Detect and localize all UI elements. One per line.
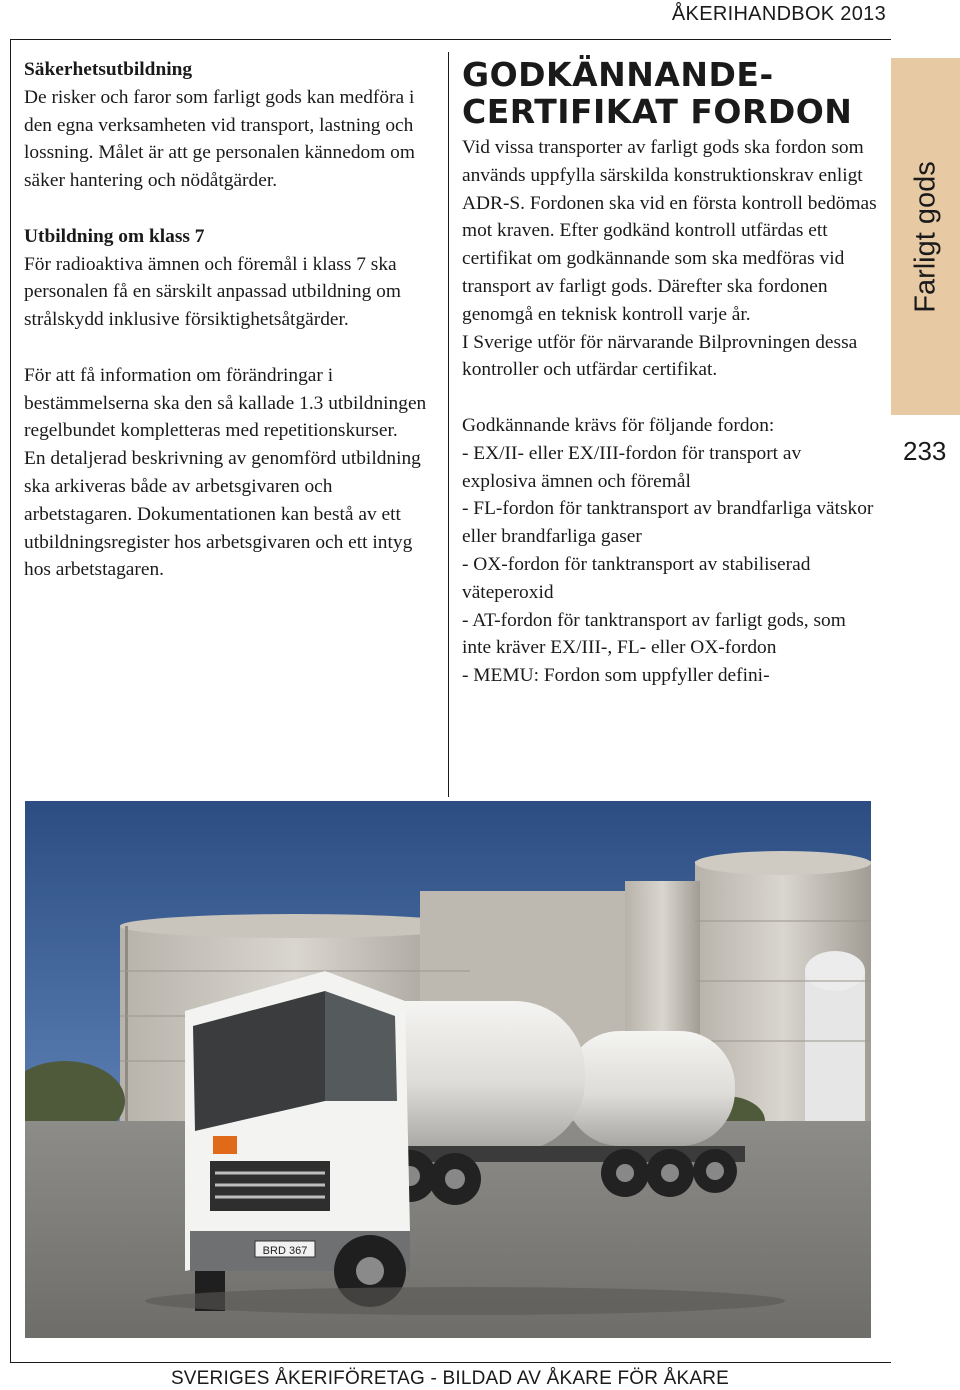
section-title [462,56,877,130]
paragraph-bilprovningen: I Sverige utför för närvarande Bilprovningen dessa kontroller och utfärdar certifikat. [462,331,858,381]
paragraph-risker: De risker och faror som farligt gods kan medföra i den egna verksamheten vid transport, lastning och lossning. Målet är att ge personalen kännedom om säker hantering och nödåtgärder. [24,86,415,192]
list-item-ox-fordon: - OX-fordon för tanktransport av stabiliserad väteperoxid [462,553,811,603]
list-intro: Godkännande krävs för följande fordon: [462,414,775,436]
truck-cab [185,971,410,1311]
section-title-line-1: GODKÄNNANDE- [462,55,774,94]
paragraph-dokumentation: En detaljerad beskrivning av genomförd utbildning ska arkiveras både av arbetsgivaren och arbetstagaren. Dokumentationen kan bestå av ett utbildningsregister hos arbetsgivaren och ett intyg hos arbetstagaren. [24,448,421,581]
page-frame-left-rule [10,39,11,1363]
section-title-line-2: CERTIFIKAT FORDON [462,92,853,131]
footer: SVERIGES ÅKERIFÖRETAG - BILDAD AV ÅKARE FÖR ÅKARE [170,1368,730,1389]
page-number: 233 [903,436,947,466]
paragraph-radioaktiva: För radioaktiva ämnen och föremål i klass 7 ska personalen få en särskilt anpassad utbildning om strålskydd inklusive försiktighetsåtgärder. [24,253,401,331]
list-item-ex-fordon: - EX/II- eller EX/III-fordon för transport av explosiva ämnen och föremål [462,442,802,492]
paragraph-information: För att få information om förändringar i bestämmelserna ska den så kallade 1.3 utbildningen regelbundet kompletteras med repetitionskurser. [24,364,427,442]
list-item-memu: - MEMU: Fordon som uppfyller defini- [462,665,770,687]
heading-utbildning-klass-7: Utbildning om klass 7 [24,225,205,247]
header-rule [10,39,891,40]
left-column [24,56,440,584]
running-header: ÅKERIHANDBOK 2013 [671,3,886,25]
side-tab-label: Farligt gods [909,160,941,313]
truck-shadow [145,1287,785,1315]
side-tab [891,58,960,415]
list-item-at-fordon: - AT-fordon för tanktransport av farligt gods, som inte kräver EX/III-, FL- eller OX-fordon [462,609,846,659]
right-column [462,56,877,690]
heading-sakerhetsutbildning: Säkerhetsutbildning [24,59,193,80]
list-item-fl-fordon: - FL-fordon för tanktransport av brandfarliga vätskor eller brandfarliga gaser [462,498,874,548]
footer-rule [10,1362,891,1363]
tanker-truck-photo [25,801,871,1338]
column-divider [448,52,449,797]
paragraph-vid-vissa-transporter: Vid vissa transporter av farligt gods ska fordon som används uppfylla särskilda konstruktionskrav enligt ADR-S. Fordonen ska vid en första kontroll bedömas mot kraven. Efter godkänd kontroll utfärdas ett certifikat om godkännande som ska medföras vid transport av farligt gods. Därefter ska fordonen genomgå en teknisk kontroll varje år. [462,137,877,325]
license-plate: BRD 367 [262,1245,308,1257]
